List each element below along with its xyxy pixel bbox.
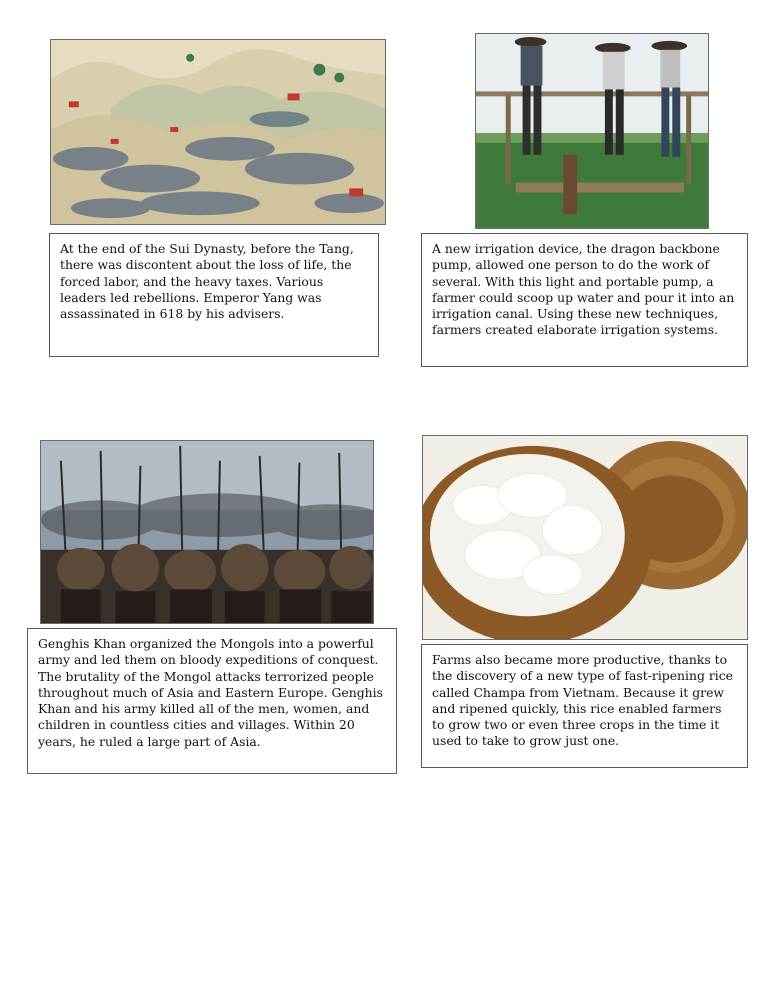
mongol-cavalry-image <box>40 440 374 624</box>
dragon-pump-photo <box>475 33 709 229</box>
caption-text: Genghis Khan organized the Mongols into a powerful army and led them on bloody expeditions of conquest. The brutality of the Mongol attacks terrorized people throughout much of Asia and Eastern Europe. Genghis Khan and his army killed all of the men, women, and children in countless cities and villages. Within 20 years, he ruled a large part of Asia. <box>38 636 383 749</box>
caption-box-champa <box>421 644 748 768</box>
caption-text: A new irrigation device, the dragon backbone pump, allowed one person to do the work of several. With this light and portable pump, a farmer could scoop up water and pour it into an irrigation canal. Using these new techniques, farmers created elaborate irrigation systems. <box>432 241 735 338</box>
caption-box-genghis <box>27 628 397 774</box>
caption-text: At the end of the Sui Dynasty, before the Tang, there was discontent about the loss of life, the forced labor, and the heavy taxes. Various leaders led rebellions. Emperor Yang was assassinated in 618 by his advisers. <box>60 241 354 322</box>
battle-painting-image <box>50 39 386 225</box>
champa-rice-photo <box>422 435 748 640</box>
caption-text: Farms also became more productive, thanks to the discovery of a new type of fast-ripening rice called Champa from Vietnam. Because it grew and ripened quickly, this rice enabled farmers to grow two or even three crops in the time it used to take to grow just one. <box>432 652 734 749</box>
caption-box-sui <box>49 233 379 357</box>
caption-box-pump <box>421 233 748 367</box>
